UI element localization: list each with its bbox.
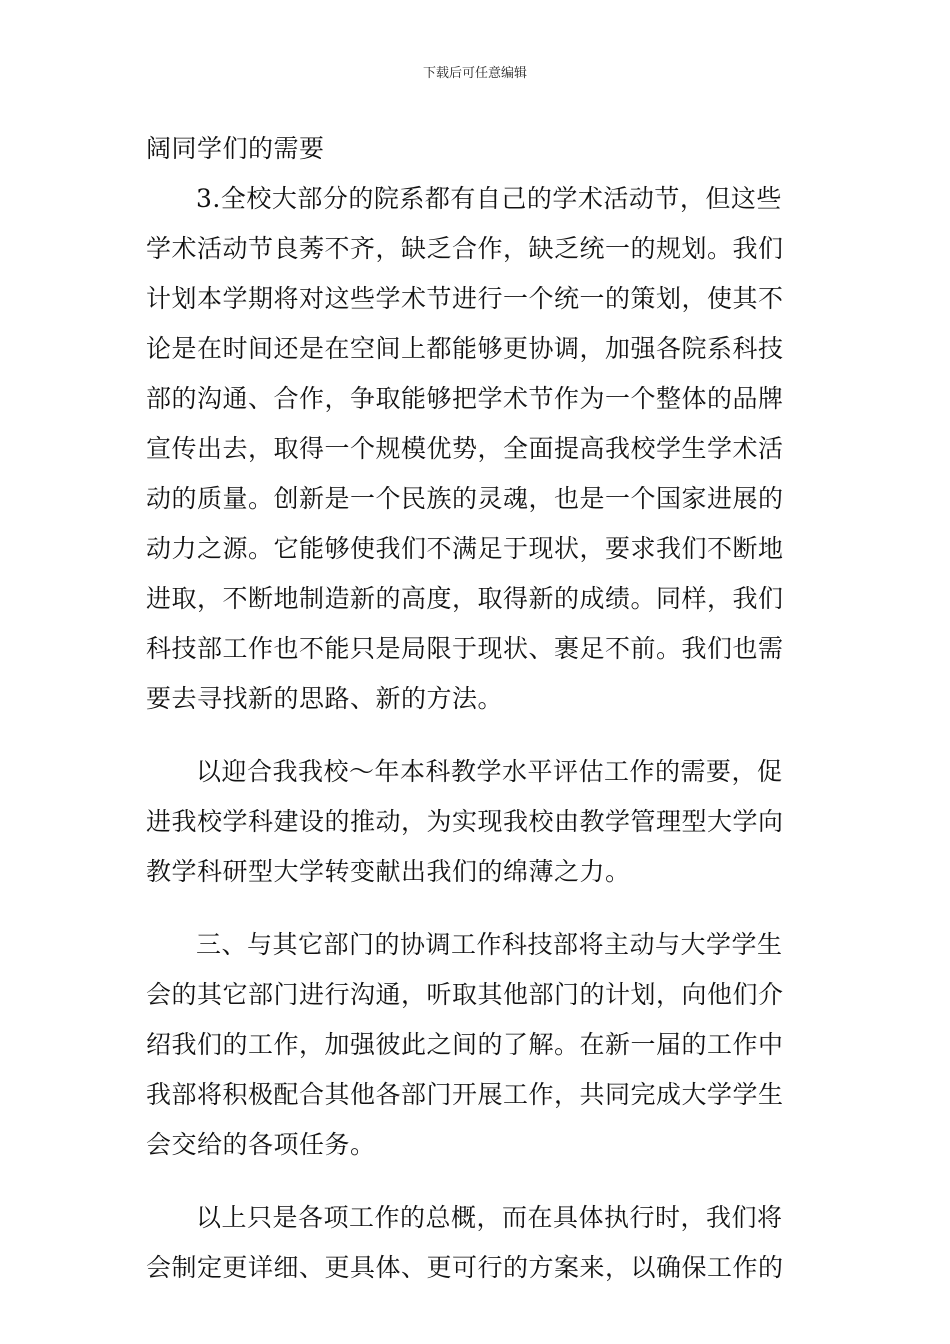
text-line: 宣传出去，取得一个规模优势，全面提高我校学生学术活 [146, 434, 784, 463]
paragraph-spacer [146, 724, 808, 747]
text-line: 进我校学科建设的推动，为实现我校由教学管理型大学向 [146, 807, 784, 836]
text-line: 动的质量。创新是一个民族的灵魂，也是一个国家进展的 [146, 484, 784, 513]
text-line: 科技部工作也不能只是局限于现状、裹足不前。我们也需 [146, 634, 784, 663]
text-line: 要去寻找新的思路、新的方法。 [146, 684, 504, 713]
text-line: 三、与其它部门的协调工作科技部将主动与大学学生 [196, 930, 783, 959]
text-line: 会制定更详细、更具体、更可行的方案来，以确保工作的 [146, 1253, 784, 1282]
text-line: 会交给的各项任务。 [146, 1130, 376, 1159]
text-line: 论是在时间还是在空间上都能够更协调，加强各院系科技 [146, 334, 784, 363]
paragraph-3 [146, 747, 808, 897]
text-line: 进取，不断地制造新的高度，取得新的成绩。同样，我们 [146, 584, 784, 613]
paragraph-1 [146, 124, 808, 174]
paragraph-2 [146, 174, 808, 724]
text-line: 我部将积极配合其他各部门开展工作，共同完成大学学生 [146, 1080, 784, 1109]
page-header: 下载后可任意编辑 [422, 66, 527, 81]
paragraph-5 [146, 1193, 808, 1293]
paragraph-4 [146, 920, 808, 1170]
text-line: 3.全校大部分的院系都有自己的学术活动节，但这些 [196, 184, 782, 213]
text-line: 以上只是各项工作的总概，而在具体执行时，我们将 [196, 1203, 783, 1232]
text-line: 阔同学们的需要 [146, 134, 325, 163]
text-line: 部的沟通、合作，争取能够把学术节作为一个整体的品牌 [146, 384, 784, 413]
text-line: 会的其它部门进行沟通，听取其他部门的计划，向他们介 [146, 980, 784, 1009]
document-body [146, 124, 808, 1293]
text-line: 教学科研型大学转变献出我们的绵薄之力。 [146, 857, 631, 886]
text-line: 动力之源。它能够使我们不满足于现状，要求我们不断地 [146, 534, 784, 563]
text-line: 绍我们的工作，加强彼此之间的了解。在新一届的工作中 [146, 1030, 784, 1059]
text-line: 学术活动节良莠不齐，缺乏合作，缺乏统一的规划。我们 [146, 234, 784, 263]
paragraph-spacer [146, 1170, 808, 1193]
text-line: 以迎合我我校～年本科教学水平评估工作的需要，促 [196, 757, 783, 786]
paragraph-spacer [146, 897, 808, 920]
text-line: 计划本学期将对这些学术节进行一个统一的策划，使其不 [146, 284, 784, 313]
